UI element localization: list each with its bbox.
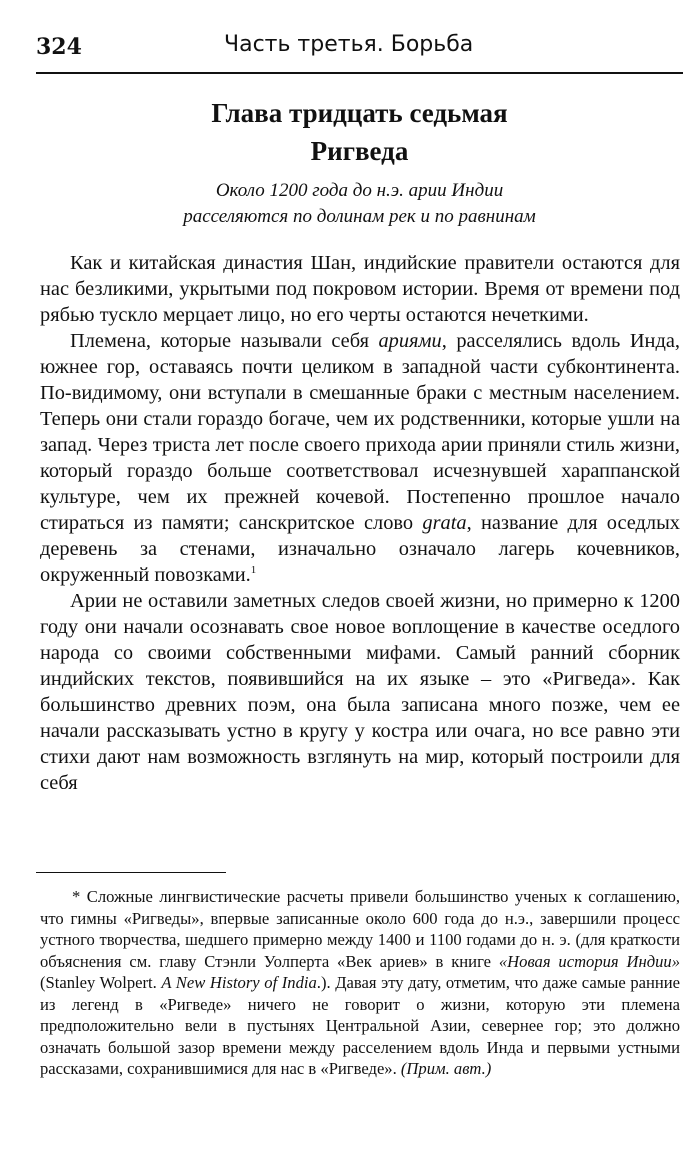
italic-term-grata: grata: [422, 512, 467, 534]
footnote-part-2: (Stanley Wolpert.: [40, 973, 162, 992]
footnote-book-title-ru: «Новая история Индии»: [498, 951, 680, 971]
page-header: [36, 28, 683, 74]
footnote-text: [40, 886, 680, 1080]
paragraph-3: Арии не оставили заметных следов своей жизни, но примерно к 1200 году они начали осознавать свое новое воплощение в качестве оседлого народа со своими собственными мифами. Самый ранний сборник индийских текстов, появившийся на их языке – это «Ригведа». Как большинство древних поэм, она была записана много позже, чем ее начали рассказывать устно в кругу у костра или очага, но все равно эти стихи дают нам возможность взглянуть на мир, который построили для себя: [40, 590, 680, 794]
paragraph-2-part-2: , расселялись вдоль Инда, южнее гор, оставаясь почти целиком в западной части субконтинента. По-видимому, они вступали в смешанные браки с местным населением. Теперь они стали гораздо богаче, чем их родственники, которые ушли на запад. Через триста лет после своего прихода арии приняли стиль жизни, который гораздо больше соответствовал исчезнувшей хараппанской культуре, чем их прежней кочевой. Постепенно прошлое начало стираться из памяти; санскритское слово: [40, 330, 680, 534]
main-text: [40, 250, 680, 796]
paragraph-1: Как и китайская династия Шан, индийские правители остаются для нас безликими, укрытыми под покровом истории. Время от времени под рябью тускло мерцает лицо, но его черты остаются нечеткими.: [40, 252, 680, 326]
footnote-part-3: .). Давая эту дату, отметим, что даже самые ранние из легенд в «Ригведе» ничего не говорит о жизни, которую эти племена предположительно вели в пустынях Центральной Азии, севернее гор; это должно означать большой зазор времени между расселением вдоль Инда и первыми устными рассказами, сохранившимися для нас в «Ригведе».: [40, 973, 680, 1078]
paragraph-2-part-1: Племена, которые называли себя: [70, 330, 379, 352]
running-title: Часть третья. Борьба: [224, 32, 474, 57]
chapter-label: Глава тридцать седьмая: [211, 98, 508, 128]
paragraph-2-part-3: , название для оседлых деревень за стенами, изначально означало лагерь кочевников, окруженный повозками.: [40, 512, 680, 586]
footnote: [40, 886, 680, 1080]
page-number: 324: [36, 34, 82, 60]
footnote-book-title-en: A New History of India: [161, 973, 317, 992]
chapter-title: Ригведа: [310, 136, 409, 166]
footnote-author-note: (Прим. авт.): [400, 1059, 492, 1078]
epigraph-line-1: Около 1200 года до н.э. арии Индии: [215, 180, 504, 201]
footnote-part-1: * Сложные лингвистические расчеты привели большинство ученых к соглашению, что гимны «Ригведы», впервые записанные около 600 года до н.э., завершили процесс устного творчества, шедшего примерно между 1400 и 1100 годами до н. э. (для краткости объяснения см. главу Стэнли Уолперта «Век ариев» в книге: [40, 887, 680, 971]
footnote-divider: [36, 872, 226, 873]
italic-term-ariyami: ариями: [378, 330, 442, 352]
footnote-ref-1: 1: [250, 564, 257, 577]
epigraph-line-2: расселяются по долинам рек и по равнинам: [183, 206, 536, 227]
paragraph-2: [40, 328, 680, 588]
